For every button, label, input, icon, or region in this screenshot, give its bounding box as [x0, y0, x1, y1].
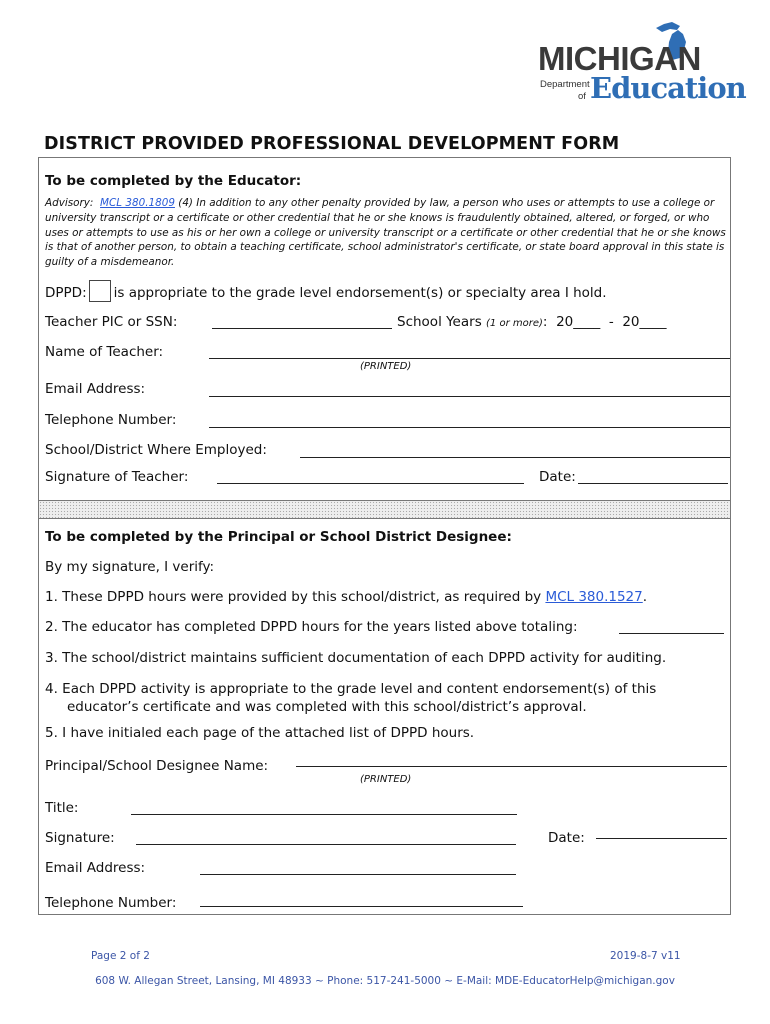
school-years-colon: :	[542, 314, 548, 330]
mde-logo	[538, 18, 746, 108]
designee-signature-field[interactable]	[136, 844, 516, 845]
school-years-note: (1 or more)	[486, 318, 543, 329]
teacher-pic-label: Teacher PIC or SSN:	[45, 314, 178, 330]
principal-section	[38, 519, 731, 915]
school-years-label: School Years	[397, 314, 482, 330]
teacher-signature-field[interactable]	[217, 483, 524, 484]
designee-phone-field[interactable]	[200, 906, 523, 907]
designee-date-label: Date:	[548, 830, 585, 846]
employer-field[interactable]	[300, 457, 730, 458]
designee-email-field[interactable]	[200, 874, 516, 875]
verify-item-1	[45, 589, 647, 605]
designee-email-label: Email Address:	[45, 860, 146, 876]
teacher-phone-label: Telephone Number:	[45, 412, 177, 428]
form-version: 2019-8-7 v11	[610, 950, 681, 962]
designee-signature-label: Signature:	[45, 830, 115, 846]
verify-item-1-text: 1. These DPPD hours were provided by this school/district, as required by	[45, 589, 542, 605]
school-years-row	[397, 314, 667, 330]
verify-text: By my signature, I verify:	[45, 559, 215, 575]
logo-of-text: of	[578, 91, 586, 102]
verify-item-5: 5. I have initialed each page of the attached list of DPPD hours.	[45, 725, 475, 741]
dppd-checkbox[interactable]	[89, 280, 111, 302]
printed-note: (PRINTED)	[360, 361, 412, 372]
footer-address: 608 W. Allegan Street, Lansing, MI 48933 ~ Phone: 517-241-5000 ~ E-Mail: MDE-EducatorHelp@michigan.gov	[95, 975, 675, 987]
teacher-pic-field[interactable]	[212, 328, 392, 329]
teacher-date-field[interactable]	[578, 483, 728, 484]
teacher-date-label: Date:	[539, 469, 576, 485]
designee-phone-label: Telephone Number:	[45, 895, 177, 911]
name-of-teacher-label: Name of Teacher:	[45, 344, 164, 360]
name-of-teacher-field[interactable]	[209, 358, 730, 359]
employer-label: School/District Where Employed:	[45, 442, 267, 458]
total-hours-field[interactable]	[619, 633, 724, 634]
teacher-email-field[interactable]	[209, 396, 730, 397]
verify-item-4-line2: educator’s certificate and was completed with this school/district’s approval.	[67, 699, 587, 715]
mcl-380-1809-link[interactable]: MCL 380.1809	[100, 197, 175, 209]
designee-title-label: Title:	[45, 800, 79, 816]
teacher-email-label: Email Address:	[45, 381, 146, 397]
form-title: DISTRICT PROVIDED PROFESSIONAL DEVELOPMENT FORM	[44, 134, 620, 154]
logo-education-text: Education	[590, 71, 746, 105]
teacher-phone-field[interactable]	[209, 427, 730, 428]
dppd-statement: is appropriate to the grade level endorsement(s) or specialty area I hold.	[113, 285, 607, 301]
year-end-field[interactable]: 20____	[622, 314, 667, 330]
mcl-380-1527-link[interactable]: MCL 380.1527	[545, 589, 643, 605]
verify-item-4-line1: 4. Each DPPD activity is appropriate to the grade level and content endorsement(s) of this	[45, 681, 657, 697]
dppd-label: DPPD:	[45, 285, 87, 301]
verify-item-3: 3. The school/district maintains sufficient documentation of each DPPD activity for auditing.	[45, 650, 667, 666]
advisory-prefix: Advisory:	[45, 197, 94, 209]
year-dash: -	[608, 314, 614, 330]
advisory-text	[45, 196, 727, 270]
designee-name-field[interactable]	[296, 766, 727, 767]
designee-date-field[interactable]	[596, 838, 727, 839]
teacher-signature-label: Signature of Teacher:	[45, 469, 189, 485]
year-start-field[interactable]: 20____	[556, 314, 601, 330]
verify-item-1-end: .	[642, 589, 648, 605]
logo-michigan-text: MICHIGAN	[538, 40, 701, 77]
educator-section-heading: To be completed by the Educator:	[45, 173, 302, 189]
principal-section-heading: To be completed by the Principal or School District Designee:	[45, 529, 512, 545]
designee-title-field[interactable]	[131, 814, 517, 815]
designee-printed-note: (PRINTED)	[360, 774, 412, 785]
verify-item-2: 2. The educator has completed DPPD hours for the years listed above totaling:	[45, 619, 578, 635]
page-number: Page 2 of 2	[91, 950, 150, 962]
designee-name-label: Principal/School Designee Name:	[45, 758, 269, 774]
section-divider	[38, 501, 731, 519]
advisory-body: (4) In addition to any other penalty provided by law, a person who uses or attempts to use a college or university transcript or a certificate or other credential that he or she knows is fraudulently obtained, altered, or forged, or who uses or attempts to use as his or her own a college or university transcript or a certificate or other credential that he or she knows is that of another person, to obtain a teaching certificate, school administrator's certificate, or state board approval in this state is guilty of a misdemeanor.	[45, 197, 726, 269]
dppd-row	[45, 284, 607, 302]
logo-department-text: Department	[540, 79, 590, 90]
